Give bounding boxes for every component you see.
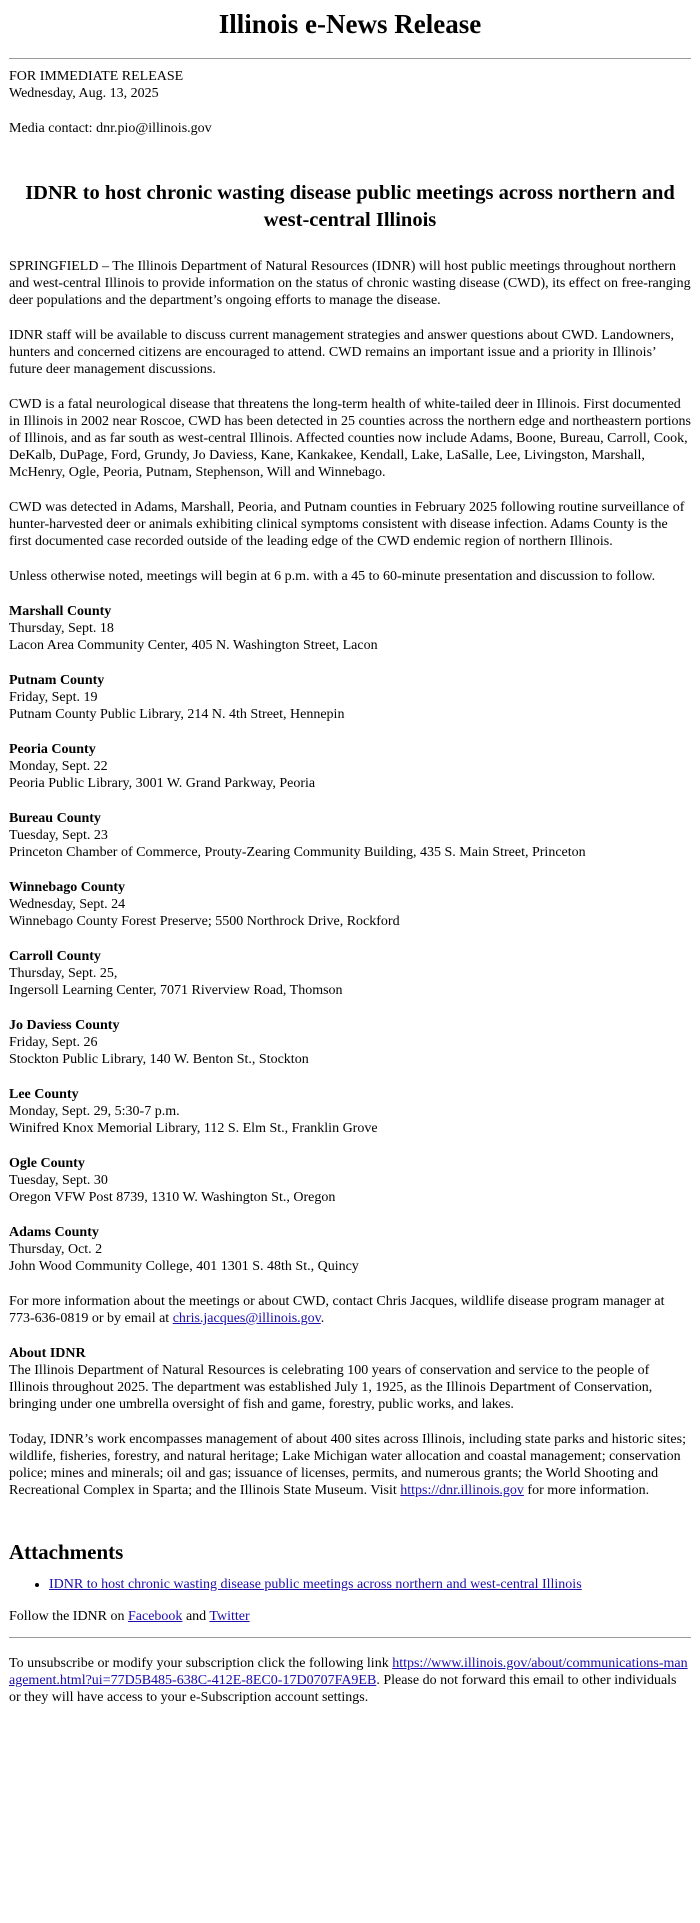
meeting-item: [9, 1086, 691, 1137]
today-text: Today, IDNR’s work encompasses management of about 400 sites across Illinois, including state parks and historic sites; wildlife, fisheries, forestry, and natural heritage; Lake Michigan water allocation and coastal management; conservation police; mines and minerals; oil and gas; issuance of licenses, permits, and numerous grants; the World Shooting and Recreational Complex in Sparta; and the Illinois State Museum. Visit: [9, 1432, 686, 1498]
meeting-county: Bureau County: [9, 811, 101, 826]
unsubscribe-text-end: . Please do not forward this email to other individuals or they will have access to your e-Subscription account settings.: [9, 1673, 677, 1705]
meeting-location: Winifred Knox Memorial Library, 112 S. Elm St., Franklin Grove: [9, 1121, 378, 1136]
meeting-location: Peoria Public Library, 3001 W. Grand Parkway, Peoria: [9, 776, 316, 791]
headline: IDNR to host chronic wasting disease public meetings across northern and west-central Illinois: [25, 182, 675, 231]
meeting-location: Stockton Public Library, 140 W. Benton St., Stockton: [9, 1052, 309, 1067]
site-title: Illinois e-News Release: [218, 9, 482, 39]
meeting-location: Ingersoll Learning Center, 7071 Riverview Road, Thomson: [9, 983, 343, 998]
divider: [9, 58, 691, 59]
contact-info: [9, 1293, 691, 1327]
meeting-county: Putnam County: [9, 673, 105, 688]
meeting-date: Monday, Sept. 29, 5:30-7 p.m.: [9, 1104, 180, 1119]
meeting-date: Friday, Sept. 19: [9, 690, 98, 705]
meeting-date: Wednesday, Sept. 24: [9, 897, 126, 912]
meeting-item: [9, 810, 691, 861]
divider: [9, 1637, 691, 1638]
release-meta: [9, 68, 691, 137]
meeting-item: [9, 879, 691, 930]
meeting-item: [9, 1155, 691, 1206]
meeting-date: Monday, Sept. 22: [9, 759, 108, 774]
facebook-link[interactable]: Facebook: [128, 1609, 183, 1624]
meeting-list: [9, 603, 691, 1275]
meeting-date: Tuesday, Sept. 30: [9, 1173, 108, 1188]
paragraph: IDNR staff will be available to discuss current management strategies and answer questions about CWD. Landowners, hunters and concerned citizens are encouraged to attend. CWD remains an important issue and a priority in Illinois’ future deer management discussions.: [9, 328, 674, 377]
meeting-county: Jo Daviess County: [9, 1018, 120, 1033]
follow-text: Follow the IDNR on: [9, 1609, 128, 1624]
paragraph: Unless otherwise noted, meetings will begin at 6 p.m. with a 45 to 60-minute presentation and discussion to follow.: [9, 569, 656, 584]
meeting-item: [9, 741, 691, 792]
meeting-county: Ogle County: [9, 1156, 85, 1171]
about-text: The Illinois Department of Natural Resources is celebrating 100 years of conservation and service to the people of Illinois throughout 2025. The department was established July 1, 1925, as the Illinois Department of Conservation, bringing under one umbrella oversight of fish and game, forestry, public works, and lakes.: [9, 1363, 653, 1412]
attachments-list: [9, 1576, 691, 1593]
twitter-link[interactable]: Twitter: [209, 1609, 250, 1624]
meeting-location: Putnam County Public Library, 214 N. 4th Street, Hennepin: [9, 707, 345, 722]
email-body: [0, 8, 700, 1706]
meeting-date: Thursday, Oct. 2: [9, 1242, 103, 1257]
meeting-location: John Wood Community College, 401 1301 S. 48th St., Quincy: [9, 1259, 359, 1274]
contact-email-link[interactable]: chris.jacques@illinois.gov: [172, 1311, 321, 1326]
idnr-website-link[interactable]: https://dnr.illinois.gov: [400, 1483, 524, 1498]
today-section: [9, 1431, 691, 1499]
meeting-item: [9, 672, 691, 723]
meeting-county: Carroll County: [9, 949, 101, 964]
paragraph: SPRINGFIELD – The Illinois Department of Natural Resources (IDNR) will host public meetings throughout northern and west-central Illinois to provide information on the status of chronic wasting disease (CWD), its effect on free-ranging deer populations and the department’s ongoing efforts to manage the disease.: [9, 259, 691, 308]
follow-and: and: [182, 1609, 210, 1624]
contact-info-end: .: [320, 1311, 325, 1326]
meeting-location: Oregon VFW Post 8739, 1310 W. Washington St., Oregon: [9, 1190, 336, 1205]
about-title: About IDNR: [9, 1346, 86, 1361]
about-section: [9, 1345, 691, 1413]
meeting-location: Lacon Area Community Center, 405 N. Washington Street, Lacon: [9, 638, 378, 653]
meeting-county: Adams County: [9, 1225, 99, 1240]
release-date: Wednesday, Aug. 13, 2025: [9, 86, 159, 101]
meeting-date: Thursday, Sept. 18: [9, 621, 114, 636]
media-contact-label: Media contact:: [9, 121, 97, 136]
today-text-end: for more information.: [523, 1483, 650, 1498]
meeting-date: Thursday, Sept. 25,: [9, 966, 118, 981]
meeting-location: Winnebago County Forest Preserve; 5500 Northrock Drive, Rockford: [9, 914, 400, 929]
media-contact-email: dnr.pio@illinois.gov: [96, 121, 212, 136]
attachments-title: Attachments: [9, 1540, 124, 1564]
attachment-link[interactable]: IDNR to host chronic wasting disease public meetings across northern and west-central Illinois: [49, 1577, 582, 1592]
meeting-item: [9, 1017, 691, 1068]
contact-info-text: For more information about the meetings or about CWD, contact Chris Jacques, wildlife disease program manager at 773-636-0819 or by email at: [9, 1294, 665, 1326]
meeting-county: Lee County: [9, 1087, 79, 1102]
meeting-county: Marshall County: [9, 604, 112, 619]
meeting-date: Friday, Sept. 26: [9, 1035, 98, 1050]
follow-line: [9, 1608, 691, 1625]
unsubscribe-text: To unsubscribe or modify your subscription click the following link: [9, 1656, 393, 1671]
unsubscribe-note: [9, 1655, 691, 1706]
release-label: FOR IMMEDIATE RELEASE: [9, 69, 184, 84]
article-body: [9, 258, 691, 1499]
meeting-item: [9, 948, 691, 999]
meeting-location: Princeton Chamber of Commerce, Prouty-Zearing Community Building, 435 S. Main Street, Princeton: [9, 845, 586, 860]
meeting-item: [9, 1224, 691, 1275]
meeting-county: Peoria County: [9, 742, 96, 757]
subscription-management-link[interactable]: https://www.illinois.gov/about/communications-management.html?ui=77D5B485-638C-412E-8EC0-17D0707FA9EB: [9, 1656, 688, 1688]
attachment-item: [49, 1576, 691, 1593]
meeting-county: Winnebago County: [9, 880, 126, 895]
paragraph: CWD is a fatal neurological disease that threatens the long-term health of white-tailed deer in Illinois. First documented in Illinois in 2002 near Roscoe, CWD has been detected in 25 counties across the northern edge and northeastern portions of Illinois, and as far south as west-central Illinois. Affected counties now include Adams, Boone, Bureau, Carroll, Cook, DeKalb, DuPage, Ford, Grundy, Jo Daviess, Kane, Kankakee, Kendall, Lake, LaSalle, Lee, Livingston, Marshall, McHenry, Ogle, Peoria, Putnam, Stephenson, Will and Winnebago.: [9, 397, 691, 480]
meeting-date: Tuesday, Sept. 23: [9, 828, 108, 843]
paragraph: CWD was detected in Adams, Marshall, Peoria, and Putnam counties in February 2025 following routine surveillance of hunter-harvested deer or animals exhibiting clinical symptoms consistent with disease infection. Adams County is the first documented case recorded outside of the leading edge of the CWD endemic region of northern Illinois.: [9, 500, 685, 549]
media-contact: [9, 120, 691, 137]
meeting-item: [9, 603, 691, 654]
